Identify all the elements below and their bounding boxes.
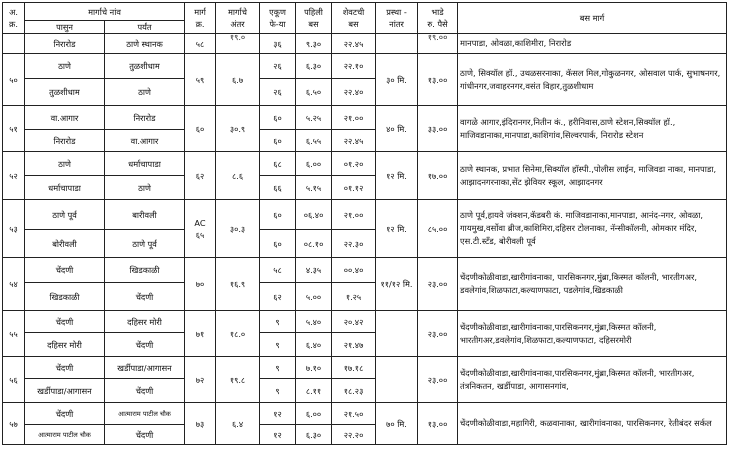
first-bus-cell: ६.०० (296, 403, 332, 425)
last-bus-cell: २१.०० (332, 200, 376, 230)
first-bus-cell: ६.०० (296, 152, 332, 176)
to-cell: खर्डीपाडा/आगासन (105, 357, 185, 379)
sr-no-cell: ५६ (3, 357, 25, 403)
from-cell: चेंदणी (25, 258, 105, 283)
header-first-bus: पहिली बस (296, 3, 332, 34)
to-cell: ठाणे (105, 79, 185, 106)
from-cell: निरारोड (25, 34, 105, 54)
header-sr-no: अ. क्र. (3, 3, 25, 34)
from-cell: चेंदणी (25, 311, 105, 333)
first-bus-cell: ५.०० (296, 283, 332, 311)
fare-cell: २३.०० (418, 258, 458, 311)
first-bus-cell: ६.५० (296, 79, 332, 106)
interval-cell (376, 357, 418, 403)
route-no-cell: ७२ (185, 357, 216, 403)
trips-cell: २६ (260, 54, 296, 79)
last-bus-cell: १८.२३ (332, 379, 376, 403)
to-cell: ठाणे पूर्व (105, 230, 185, 258)
last-bus-cell: १७.१८ (332, 357, 376, 379)
from-cell: वा.आगार (25, 106, 105, 130)
bus-route-table (2, 2, 727, 445)
route-no-cell: ५९ (185, 54, 216, 106)
distance-cell: ३०.९ (216, 106, 260, 152)
trips-cell: ६६ (260, 176, 296, 200)
to-cell: वा.आगार (105, 130, 185, 152)
route-no-cell: ६२ (185, 152, 216, 200)
first-bus-cell: ०६.४० (296, 200, 332, 230)
interval-cell: ७० मि. (376, 403, 418, 445)
from-cell: खिडकाळी (25, 283, 105, 311)
sr-no-cell: ५५ (3, 311, 25, 357)
fare-cell: २३.०० (418, 311, 458, 357)
fare-cell: १३.०० (418, 403, 458, 445)
last-bus-cell: २१.५० (332, 403, 376, 425)
header-row-1 (3, 3, 727, 21)
header-to: पर्यंत (105, 21, 185, 34)
route-cell: वागळे आगार,इंदिरानगर,नितीन कं., हरीनिवास,ठाणे स्टेशन,सिक्यॉल हॉ., माजिवडानाका,मानपाडा,काशिगांव,सिल्वरपार्क, निरारोड स्टेशन (458, 106, 727, 152)
table-row (3, 106, 727, 130)
route-no-cell: ७१ (185, 311, 216, 357)
to-cell: निरारोड (105, 106, 185, 130)
interval-cell: १२ मि. (376, 200, 418, 258)
sr-no-cell: ५२ (3, 152, 25, 200)
to-cell: ठाणे (105, 176, 185, 200)
trips-cell: ९ (260, 379, 296, 403)
first-bus-cell: ९.३० (296, 34, 332, 54)
last-bus-cell: ००.४० (332, 258, 376, 283)
trips-cell: ३६ (260, 34, 296, 54)
first-bus-cell: ६.५५ (296, 130, 332, 152)
route-no-cell: ७३ (185, 403, 216, 445)
sr-no-cell: ५१ (3, 106, 25, 152)
route-cell: ठाणे पूर्व,हायवे जंक्शन,कॅडबरी कं. माजिवडानाका,मानपाडा, आनंद-नगर, ओवळा, गायमुख,वर्सोवा ब्रीज,काशिमिरा,दहिसर टोलनाका, नॅन्सीकॉलनी, ओमकार मंदिर, एस.टी.स्टँड, बोरीवली पूर्व (458, 200, 727, 258)
interval-cell: ४० मि. (376, 106, 418, 152)
route-no-cell: ५८ (185, 34, 216, 54)
trips-cell: १२ (260, 403, 296, 425)
last-bus-cell: ०१.१२ (332, 176, 376, 200)
from-cell: खर्डीपाडा/आगासन (25, 379, 105, 403)
header-from: पासुन (25, 21, 105, 34)
from-cell: चेंदणी (25, 403, 105, 425)
first-bus-cell: ५.२५ (296, 106, 332, 130)
first-bus-cell: ५.४० (296, 311, 332, 333)
last-bus-cell: २२.१० (332, 54, 376, 79)
from-cell: ठाणे पूर्व (25, 200, 105, 230)
fare-cell: २३.०० (418, 357, 458, 403)
trips-cell: ९ (260, 311, 296, 333)
last-bus-cell: १.२५ (332, 283, 376, 311)
to-cell: तुळशीधाम (105, 54, 185, 79)
table-row (3, 152, 727, 176)
trips-cell: ६० (260, 230, 296, 258)
interval-cell (376, 34, 418, 54)
to-cell: चेंदणी (105, 283, 185, 311)
last-bus-cell: २२.४० (332, 79, 376, 106)
to-cell: धर्माचापाडा (105, 152, 185, 176)
interval-cell (376, 311, 418, 357)
to-cell: बारीवली (105, 200, 185, 230)
route-cell: ठाणे स्थानक, प्रभात सिनेमा,सिक्यॉल हॉस्पी.,पोलीस लाईन, माजिवडा नाका, मानपाडा, आझादनगरनाका,सेंट झेवियर स्कूल, आझादनगर (458, 152, 727, 200)
table-row (3, 357, 727, 379)
header-last-bus: शेवटची बस (332, 3, 376, 34)
last-bus-cell: २२.२० (332, 425, 376, 445)
first-bus-cell: ८.११ (296, 379, 332, 403)
header-interval: प्रस्था - नांतर (376, 3, 418, 34)
route-no-cell: ६० (185, 106, 216, 152)
route-cell: ठाणे, सिक्यॉल हॉ., उथळसरनाका, कॅसल मिल,गोकुळनगर, ओसवाल पार्क, सुभाषनगर, गांधीनगर,जवाहरनगर,वसंत विहार,तुळशीधाम (458, 54, 727, 106)
route-cell: चेंदणीकोळीवाडा,खारीगांवनाका, पारसिकनगर,मुंब्रा,किस्मत कॉलनी, भारतीगअर, डवलेगांव,शिळफाटा,कल्याणफाटा, पडलेगांव,खिडकाळी (458, 258, 727, 311)
from-cell: धर्माचापाडा (25, 176, 105, 200)
fare-cell: ८५.०० (418, 200, 458, 258)
header-route-name: मार्गाचे नांव (25, 3, 185, 21)
distance-cell: ६.७ (216, 54, 260, 106)
route-cell: चेंदणीकोळीवाडा,खारीगांवनाका,पारसिकनगर,मुंब्रा,किस्मत कॉलनी, भारतीगअर,डवलेगांव,शिळफाटा,कल्याणफाटा, दहिसरमोरी (458, 311, 727, 357)
interval-cell: १२ मि. (376, 152, 418, 200)
sr-no-cell: ५७ (3, 403, 25, 445)
header-fare: भाडे रु. पैसे (418, 3, 458, 34)
header-trips: एकूण फे-या (260, 3, 296, 34)
sr-no-cell: ५० (3, 54, 25, 106)
fare-cell: १७.०० (418, 152, 458, 200)
route-cell: चेंदणीकोळीवाडा,महागिरी, कळवानाका, खारीगांवनाका, पारसिकनगर, रेतीबंदर सर्कल (458, 403, 727, 445)
route-no-cell: AC ६५ (185, 200, 216, 258)
last-bus-cell: २२.४५ (332, 130, 376, 152)
trips-cell: ९ (260, 333, 296, 357)
first-bus-cell: ०८.१० (296, 230, 332, 258)
table-row (3, 258, 727, 283)
interval-cell: ३० मि. (376, 54, 418, 106)
from-cell: निरारोड (25, 130, 105, 152)
first-bus-cell: ४.३५ (296, 258, 332, 283)
header-distance: मार्गाचे अंतर (216, 3, 260, 34)
distance-cell: १९.० (216, 34, 260, 54)
trips-cell: ६८ (260, 152, 296, 176)
last-bus-cell: ०१.२० (332, 152, 376, 176)
first-bus-cell: ६.४० (296, 333, 332, 357)
table-row (3, 200, 727, 230)
from-cell: चेंदणी (25, 357, 105, 379)
distance-cell: ६.४ (216, 403, 260, 445)
fare-cell: १९.०० (418, 34, 458, 54)
last-bus-cell: २०.४२ (332, 311, 376, 333)
to-cell: दहिसर मोरी (105, 311, 185, 333)
trips-cell: २६ (260, 79, 296, 106)
to-cell: चेंदणी (105, 425, 185, 445)
table-row (3, 403, 727, 425)
from-cell: ठाणे (25, 54, 105, 79)
to-cell: ठाणे स्थानक (105, 34, 185, 54)
trips-cell: १२ (260, 425, 296, 445)
to-cell: चेंदणी (105, 379, 185, 403)
trips-cell: ९ (260, 357, 296, 379)
to-cell: खिडकाळी (105, 258, 185, 283)
from-cell: ठाणे (25, 152, 105, 176)
from-cell: आत्माराम पाटील चौक (25, 425, 105, 445)
route-cell: मानपाडा, ओवळा,काशिमीरा, निरारोड (458, 34, 727, 54)
trips-cell: ६० (260, 106, 296, 130)
header-route-no: मार्ग क्र. (185, 3, 216, 34)
first-bus-cell: ७.१० (296, 357, 332, 379)
route-no-cell: ७० (185, 258, 216, 311)
sr-no-cell: ५३ (3, 200, 25, 258)
trips-cell: ६२ (260, 283, 296, 311)
distance-cell: १८.० (216, 311, 260, 357)
distance-cell: १६.९ (216, 258, 260, 311)
trips-cell: ६० (260, 200, 296, 230)
distance-cell: ८.६ (216, 152, 260, 200)
sr-no-cell: ५४ (3, 258, 25, 311)
header-bus-route: बस मार्ग (458, 3, 727, 34)
route-cell: चेंदणीकोळीवाडा,खारीगांवनाका,पारसिकनगर,मुंब्रा,किस्मत कॉलनी, भारतीगअर, तंत्रनिकतन, खर्डीपाडा, आगासनगांव, (458, 357, 727, 403)
table-row (3, 54, 727, 79)
first-bus-cell: ६.३० (296, 54, 332, 79)
from-cell: तुळशीधाम (25, 79, 105, 106)
distance-cell: ३०.३ (216, 200, 260, 258)
table-row (3, 34, 727, 54)
interval-cell: ११/१२ मि. (376, 258, 418, 311)
distance-cell: १९.८ (216, 357, 260, 403)
last-bus-cell: २१.४७ (332, 333, 376, 357)
first-bus-cell: ५.१५ (296, 176, 332, 200)
first-bus-cell: ६.३० (296, 425, 332, 445)
sr-no-cell (3, 34, 25, 54)
last-bus-cell: २१.०० (332, 106, 376, 130)
from-cell: दहिसर मोरी (25, 333, 105, 357)
last-bus-cell: २२.३० (332, 230, 376, 258)
trips-cell: ५८ (260, 258, 296, 283)
table-row (3, 311, 727, 333)
to-cell: चेंदणी (105, 333, 185, 357)
from-cell: बोरीवली (25, 230, 105, 258)
trips-cell: ६० (260, 130, 296, 152)
fare-cell: ३३.०० (418, 106, 458, 152)
fare-cell: १३.०० (418, 54, 458, 106)
last-bus-cell: २२.४५ (332, 34, 376, 54)
to-cell: आत्माराम पाटील चौक (105, 403, 185, 425)
